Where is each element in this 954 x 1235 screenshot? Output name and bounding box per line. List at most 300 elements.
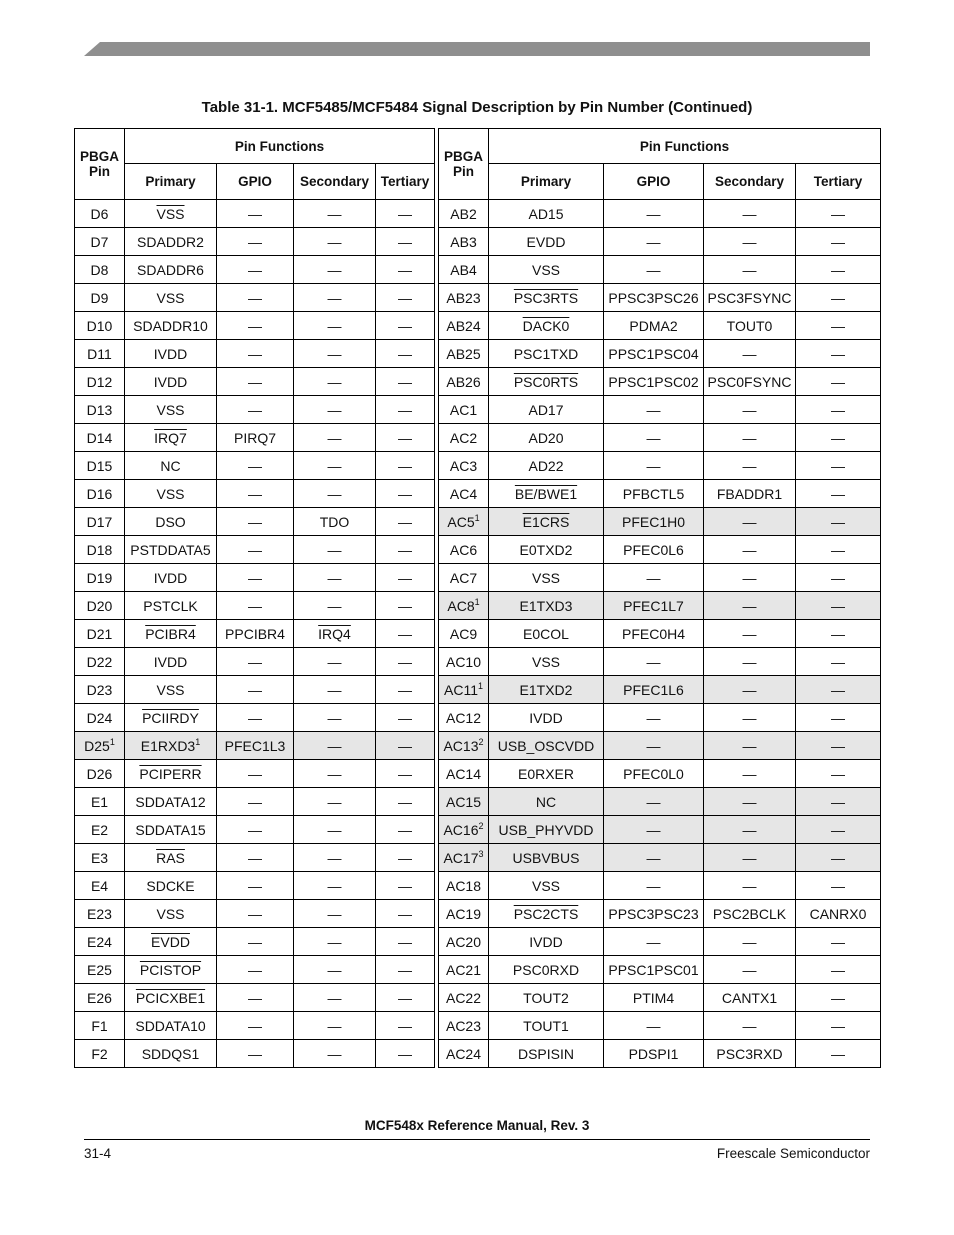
left-primary-cell bbox=[125, 816, 217, 844]
left-primary-cell bbox=[125, 704, 217, 732]
cell-text: — bbox=[398, 373, 412, 390]
cell-text: — bbox=[742, 793, 757, 810]
cell-text: — bbox=[398, 821, 412, 838]
cell-text: — bbox=[831, 233, 845, 250]
cell-text: VSS bbox=[531, 653, 560, 670]
cell-text: — bbox=[398, 877, 412, 894]
table-row bbox=[75, 872, 881, 900]
cell-text: PFEC1L6 bbox=[623, 681, 684, 698]
left-tertiary-cell bbox=[376, 1012, 435, 1040]
right-primary-cell bbox=[489, 396, 604, 424]
left-secondary-cell bbox=[294, 676, 376, 704]
left-gpio-cell bbox=[217, 256, 294, 284]
cell-text: D8 bbox=[90, 261, 109, 278]
cell-text: — bbox=[646, 401, 661, 418]
cell-text: PPSC1PSC04 bbox=[608, 345, 699, 362]
cell-text: — bbox=[327, 737, 342, 754]
left-tertiary-cell bbox=[376, 732, 435, 760]
left-primary-cell bbox=[125, 396, 217, 424]
left-secondary-cell bbox=[294, 704, 376, 732]
right-primary-cell bbox=[489, 732, 604, 760]
cell-text: — bbox=[646, 429, 661, 446]
cell-text: D12 bbox=[86, 373, 113, 390]
cell-text: — bbox=[327, 793, 342, 810]
right-tertiary-cell bbox=[796, 452, 881, 480]
right-pin-cell bbox=[439, 760, 489, 788]
cell-text: — bbox=[742, 933, 757, 950]
cell-text: AC18 bbox=[445, 877, 482, 894]
left-tertiary-cell bbox=[376, 620, 435, 648]
left-primary-cell bbox=[125, 592, 217, 620]
right-pin-cell bbox=[439, 396, 489, 424]
cell-text: — bbox=[398, 933, 412, 950]
col-tertiary-right: Tertiary bbox=[796, 164, 881, 200]
right-tertiary-cell bbox=[796, 760, 881, 788]
right-tertiary-cell bbox=[796, 256, 881, 284]
table-row bbox=[75, 788, 881, 816]
left-gpio-cell bbox=[217, 704, 294, 732]
cell-text: — bbox=[327, 765, 342, 782]
left-secondary-cell bbox=[294, 1040, 376, 1068]
right-gpio-cell bbox=[604, 760, 704, 788]
cell-text: — bbox=[248, 933, 262, 950]
left-primary-cell bbox=[125, 200, 217, 228]
cell-text: EVDD bbox=[151, 933, 190, 950]
right-gpio-cell bbox=[604, 592, 704, 620]
table-row bbox=[75, 312, 881, 340]
left-primary-cell bbox=[125, 620, 217, 648]
right-tertiary-cell bbox=[796, 816, 881, 844]
cell-text: — bbox=[327, 849, 342, 866]
left-pin-cell bbox=[75, 312, 125, 340]
cell-text: — bbox=[248, 317, 262, 334]
right-tertiary-cell bbox=[796, 620, 881, 648]
cell-text: IVDD bbox=[529, 933, 563, 950]
cell-text: AB25 bbox=[446, 345, 481, 362]
header-bar bbox=[84, 42, 870, 56]
table-row bbox=[75, 424, 881, 452]
table-row bbox=[75, 452, 881, 480]
right-primary-cell bbox=[489, 1012, 604, 1040]
cell-text: — bbox=[327, 905, 342, 922]
left-secondary-cell bbox=[294, 816, 376, 844]
left-pin-cell bbox=[75, 676, 125, 704]
cell-text: PCISTOP bbox=[139, 961, 202, 978]
table-row bbox=[75, 536, 881, 564]
right-pin-cell bbox=[439, 256, 489, 284]
cell-text: AB4 bbox=[450, 261, 477, 278]
left-secondary-cell bbox=[294, 788, 376, 816]
cell-text: — bbox=[831, 653, 845, 670]
cell-text: D19 bbox=[86, 569, 113, 586]
left-tertiary-cell bbox=[376, 312, 435, 340]
right-gpio-cell bbox=[604, 984, 704, 1012]
cell-text: PCICXBE1 bbox=[135, 989, 206, 1006]
cell-text: USB_PHYVDD bbox=[498, 821, 594, 838]
cell-text: D20 bbox=[86, 597, 113, 614]
left-gpio-cell bbox=[217, 984, 294, 1012]
left-secondary-cell bbox=[294, 256, 376, 284]
cell-text: AC1 bbox=[449, 401, 478, 418]
cell-text: — bbox=[248, 1017, 262, 1034]
cell-text: E25 bbox=[87, 961, 112, 978]
left-pin-cell bbox=[75, 844, 125, 872]
right-primary-cell bbox=[489, 760, 604, 788]
right-secondary-cell bbox=[704, 872, 796, 900]
cell-text: — bbox=[742, 653, 757, 670]
cell-text: — bbox=[646, 877, 661, 894]
cell-text: — bbox=[742, 457, 757, 474]
right-pin-cell bbox=[439, 732, 489, 760]
table-row bbox=[75, 844, 881, 872]
cell-text: — bbox=[398, 765, 412, 782]
cell-text: — bbox=[248, 849, 262, 866]
col-primary-right: Primary bbox=[489, 164, 604, 200]
right-gpio-cell bbox=[604, 928, 704, 956]
cell-text: — bbox=[327, 261, 342, 278]
cell-text: IVDD bbox=[153, 373, 188, 390]
cell-text: — bbox=[742, 401, 757, 418]
left-pin-cell bbox=[75, 816, 125, 844]
cell-text: AC17 bbox=[443, 849, 479, 866]
cell-text: D17 bbox=[86, 513, 113, 530]
cell-text: PSC2CTS bbox=[513, 905, 579, 922]
cell-text: — bbox=[398, 653, 412, 670]
cell-text: — bbox=[398, 569, 412, 586]
right-pin-cell bbox=[439, 312, 489, 340]
footnote-marker: 1 bbox=[477, 680, 483, 691]
cell-text: — bbox=[398, 625, 412, 642]
cell-text: AC3 bbox=[449, 457, 478, 474]
col-secondary-right: Secondary bbox=[704, 164, 796, 200]
right-gpio-cell bbox=[604, 508, 704, 536]
cell-text: AC10 bbox=[445, 653, 482, 670]
table-row bbox=[75, 956, 881, 984]
cell-text: $\overline{RAS}$ bbox=[156, 849, 185, 866]
right-primary-cell bbox=[489, 228, 604, 256]
right-gpio-cell bbox=[604, 452, 704, 480]
cell-text: — bbox=[646, 709, 661, 726]
cell-text: AC9 bbox=[449, 625, 478, 642]
left-gpio-cell bbox=[217, 1040, 294, 1068]
right-gpio-cell bbox=[604, 704, 704, 732]
cell-text: E1 bbox=[90, 793, 109, 810]
right-tertiary-cell bbox=[796, 340, 881, 368]
cell-text: — bbox=[831, 849, 845, 866]
cell-text: PSC0RXD bbox=[512, 961, 580, 978]
cell-text: SDDATA12 bbox=[135, 793, 206, 810]
left-gpio-cell bbox=[217, 900, 294, 928]
cell-text: — bbox=[248, 681, 262, 698]
right-gpio-cell bbox=[604, 788, 704, 816]
right-pin-cell bbox=[439, 536, 489, 564]
col-gpio-right: GPIO bbox=[604, 164, 704, 200]
left-secondary-cell bbox=[294, 732, 376, 760]
cell-text: D18 bbox=[86, 541, 113, 558]
left-pin-cell bbox=[75, 424, 125, 452]
cell-text: AC16 bbox=[443, 821, 479, 838]
left-pin-cell bbox=[75, 396, 125, 424]
right-pin-cell bbox=[439, 508, 489, 536]
cell-text: PSC0RTS bbox=[513, 373, 579, 390]
left-primary-cell bbox=[125, 424, 217, 452]
right-tertiary-cell bbox=[796, 592, 881, 620]
right-secondary-cell bbox=[704, 1040, 796, 1068]
right-primary-cell bbox=[489, 368, 604, 396]
cell-text: PSC1TXD bbox=[513, 345, 579, 362]
right-tertiary-cell bbox=[796, 788, 881, 816]
left-secondary-cell bbox=[294, 760, 376, 788]
left-primary-cell bbox=[125, 788, 217, 816]
left-primary-cell bbox=[125, 1040, 217, 1068]
left-secondary-cell bbox=[294, 564, 376, 592]
cell-text: — bbox=[646, 261, 661, 278]
table-row bbox=[75, 648, 881, 676]
cell-text: — bbox=[248, 877, 262, 894]
cell-text: — bbox=[398, 709, 412, 726]
left-secondary-cell bbox=[294, 536, 376, 564]
right-tertiary-cell bbox=[796, 200, 881, 228]
left-primary-cell bbox=[125, 312, 217, 340]
cell-text: — bbox=[398, 961, 412, 978]
right-pin-cell bbox=[439, 452, 489, 480]
cell-text: PSTDDATA5 bbox=[130, 541, 211, 558]
cell-text: — bbox=[831, 289, 845, 306]
footnote-marker: 3 bbox=[478, 848, 484, 859]
cell-text: AC14 bbox=[445, 765, 482, 782]
right-secondary-cell bbox=[704, 984, 796, 1012]
cell-text: — bbox=[398, 345, 412, 362]
cell-text: — bbox=[327, 373, 342, 390]
left-tertiary-cell bbox=[376, 900, 435, 928]
right-gpio-cell bbox=[604, 844, 704, 872]
left-tertiary-cell bbox=[376, 368, 435, 396]
right-pin-cell bbox=[439, 900, 489, 928]
cell-text: — bbox=[831, 821, 845, 838]
right-tertiary-cell bbox=[796, 928, 881, 956]
table-row bbox=[75, 1040, 881, 1068]
table-title: Table 31-1. MCF5485/MCF5484 Signal Description by Pin Number (Continued) bbox=[201, 99, 753, 116]
right-pin-cell bbox=[439, 844, 489, 872]
cell-text: — bbox=[742, 513, 757, 530]
left-tertiary-cell bbox=[376, 564, 435, 592]
cell-text: E2 bbox=[90, 821, 109, 838]
cell-text: PSC3RTS bbox=[513, 289, 579, 306]
table-row bbox=[75, 284, 881, 312]
cell-text: — bbox=[831, 933, 845, 950]
cell-text: AC2 bbox=[449, 429, 478, 446]
cell-text: — bbox=[831, 457, 845, 474]
left-pin-cell bbox=[75, 1012, 125, 1040]
cell-text: — bbox=[248, 541, 262, 558]
cell-text: D9 bbox=[90, 289, 109, 306]
cell-text: — bbox=[327, 429, 342, 446]
left-gpio-cell bbox=[217, 368, 294, 396]
cell-text: BE/BWE1 bbox=[514, 485, 578, 502]
cell-text: — bbox=[398, 401, 412, 418]
cell-text: — bbox=[327, 485, 342, 502]
right-primary-cell bbox=[489, 1040, 604, 1068]
left-pin-cell bbox=[75, 564, 125, 592]
cell-text: — bbox=[327, 821, 342, 838]
cell-text: VSS bbox=[531, 877, 560, 894]
left-secondary-cell bbox=[294, 340, 376, 368]
cell-text: — bbox=[398, 457, 412, 474]
cell-text: — bbox=[742, 737, 757, 754]
right-tertiary-cell bbox=[796, 732, 881, 760]
left-pin-cell bbox=[75, 200, 125, 228]
left-primary-cell bbox=[125, 872, 217, 900]
left-tertiary-cell bbox=[376, 956, 435, 984]
cell-text: — bbox=[831, 345, 845, 362]
right-tertiary-cell bbox=[796, 368, 881, 396]
cell-text: AD22 bbox=[528, 457, 564, 474]
cell-text: PFEC0L0 bbox=[623, 765, 684, 782]
right-primary-cell bbox=[489, 928, 604, 956]
right-primary-cell bbox=[489, 704, 604, 732]
right-tertiary-cell bbox=[796, 284, 881, 312]
cell-text: F2 bbox=[91, 1045, 108, 1062]
cell-text: AC24 bbox=[445, 1045, 482, 1062]
right-secondary-cell bbox=[704, 368, 796, 396]
right-tertiary-cell bbox=[796, 508, 881, 536]
cell-text: SDCKE bbox=[146, 877, 195, 894]
cell-text: — bbox=[742, 709, 757, 726]
cell-text: — bbox=[831, 401, 845, 418]
right-tertiary-cell bbox=[796, 424, 881, 452]
cell-text: — bbox=[327, 961, 342, 978]
cell-text: CANRX0 bbox=[809, 905, 867, 922]
right-primary-cell bbox=[489, 256, 604, 284]
right-primary-cell bbox=[489, 200, 604, 228]
left-gpio-cell bbox=[217, 452, 294, 480]
left-secondary-cell bbox=[294, 396, 376, 424]
right-tertiary-cell bbox=[796, 1012, 881, 1040]
left-gpio-cell bbox=[217, 844, 294, 872]
cell-text: — bbox=[398, 261, 412, 278]
table-row bbox=[75, 200, 881, 228]
cell-text: E26 bbox=[87, 989, 112, 1006]
right-tertiary-cell bbox=[796, 984, 881, 1012]
left-secondary-cell bbox=[294, 900, 376, 928]
right-gpio-cell bbox=[604, 312, 704, 340]
right-pin-cell bbox=[439, 1012, 489, 1040]
cell-text: CANTX1 bbox=[721, 989, 778, 1006]
cell-text: — bbox=[248, 653, 262, 670]
cell-text: — bbox=[398, 849, 412, 866]
right-secondary-cell bbox=[704, 424, 796, 452]
col-tertiary-left: Tertiary bbox=[376, 164, 435, 200]
cell-text: PTIM4 bbox=[632, 989, 675, 1006]
right-gpio-cell bbox=[604, 1040, 704, 1068]
left-pin-cell bbox=[75, 872, 125, 900]
left-pin-cell bbox=[75, 900, 125, 928]
cell-text: — bbox=[398, 513, 412, 530]
cell-text: — bbox=[398, 289, 412, 306]
cell-text: — bbox=[248, 905, 262, 922]
cell-text: D7 bbox=[90, 233, 109, 250]
cell-text: — bbox=[646, 653, 661, 670]
cell-text: — bbox=[398, 317, 412, 334]
cell-text: EVDD bbox=[526, 233, 566, 250]
right-gpio-cell bbox=[604, 284, 704, 312]
left-primary-cell bbox=[125, 648, 217, 676]
left-gpio-cell bbox=[217, 620, 294, 648]
left-secondary-cell bbox=[294, 508, 376, 536]
left-gpio-cell bbox=[217, 536, 294, 564]
right-tertiary-cell bbox=[796, 1040, 881, 1068]
cell-text: DSPISIN bbox=[517, 1045, 574, 1062]
left-gpio-cell bbox=[217, 480, 294, 508]
right-secondary-cell bbox=[704, 620, 796, 648]
cell-text: PFEC1H0 bbox=[621, 513, 686, 530]
right-secondary-cell bbox=[704, 676, 796, 704]
cell-text: — bbox=[398, 737, 412, 754]
left-primary-cell bbox=[125, 956, 217, 984]
cell-text: — bbox=[327, 681, 342, 698]
right-primary-cell bbox=[489, 284, 604, 312]
cell-text: E3 bbox=[90, 849, 109, 866]
left-gpio-cell bbox=[217, 732, 294, 760]
left-tertiary-cell bbox=[376, 200, 435, 228]
cell-text: — bbox=[831, 569, 845, 586]
cell-text: — bbox=[327, 709, 342, 726]
left-tertiary-cell bbox=[376, 788, 435, 816]
cell-text: PCIPERR bbox=[139, 765, 202, 782]
right-pin-cell bbox=[439, 284, 489, 312]
left-secondary-cell bbox=[294, 984, 376, 1012]
cell-text: — bbox=[248, 401, 262, 418]
left-pin-cell bbox=[75, 228, 125, 256]
right-primary-cell bbox=[489, 452, 604, 480]
left-gpio-cell bbox=[217, 228, 294, 256]
cell-text: — bbox=[831, 737, 845, 754]
cell-text: — bbox=[831, 765, 845, 782]
left-tertiary-cell bbox=[376, 928, 435, 956]
cell-text: PDMA2 bbox=[629, 317, 678, 334]
right-secondary-cell bbox=[704, 788, 796, 816]
right-gpio-cell bbox=[604, 676, 704, 704]
cell-text: — bbox=[398, 429, 412, 446]
cell-text: — bbox=[831, 373, 845, 390]
table-row bbox=[75, 928, 881, 956]
cell-text: — bbox=[646, 569, 661, 586]
cell-text: — bbox=[248, 373, 262, 390]
right-gpio-cell bbox=[604, 564, 704, 592]
manual-title: MCF548x Reference Manual, Rev. 3 bbox=[364, 1118, 590, 1133]
left-primary-cell bbox=[125, 508, 217, 536]
right-primary-cell bbox=[489, 536, 604, 564]
cell-text: — bbox=[742, 569, 757, 586]
left-secondary-cell bbox=[294, 200, 376, 228]
table-row bbox=[75, 564, 881, 592]
cell-text: AC13 bbox=[443, 737, 479, 754]
left-secondary-cell bbox=[294, 452, 376, 480]
left-tertiary-cell bbox=[376, 340, 435, 368]
cell-text: AB3 bbox=[450, 233, 477, 250]
left-primary-cell bbox=[125, 900, 217, 928]
left-tertiary-cell bbox=[376, 1040, 435, 1068]
cell-text: — bbox=[398, 1017, 412, 1034]
left-gpio-cell bbox=[217, 788, 294, 816]
right-secondary-cell bbox=[704, 508, 796, 536]
cell-text: — bbox=[742, 345, 757, 362]
cell-text: — bbox=[327, 345, 342, 362]
right-primary-cell bbox=[489, 816, 604, 844]
left-tertiary-cell bbox=[376, 452, 435, 480]
left-primary-cell bbox=[125, 452, 217, 480]
left-pin-cell bbox=[75, 732, 125, 760]
